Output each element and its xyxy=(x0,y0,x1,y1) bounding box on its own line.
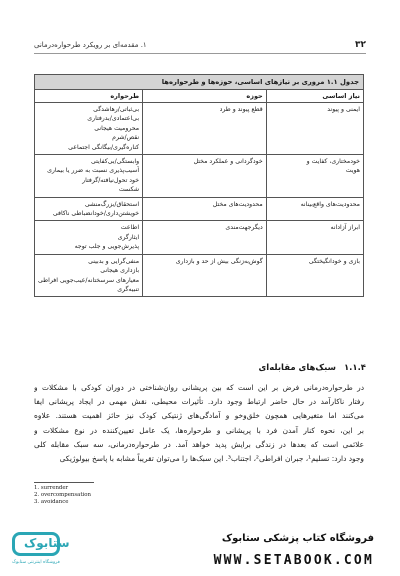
schema-table-wrapper xyxy=(34,74,364,297)
table-row xyxy=(35,155,364,198)
cell-domain-text: گوش‌به‌زنگی بیش از حد و بازداری xyxy=(175,257,263,265)
page-number: ۳۲ xyxy=(355,40,366,50)
schema-table xyxy=(34,74,364,297)
header-need: نیاز اساسی xyxy=(266,90,363,103)
cell-domain xyxy=(143,197,267,221)
cell-need xyxy=(266,254,363,297)
schema-name: منفی‌گرایی و بدبینی xyxy=(88,257,140,265)
cell-domain xyxy=(143,103,267,155)
schema-name: بی‌اعتمادی/بدرفتاری xyxy=(87,115,140,123)
cell-domain-text: خودگردانی و عملکرد مختل xyxy=(193,158,263,166)
cell-schemas xyxy=(35,197,143,221)
footnotes xyxy=(34,485,91,506)
body-line: علائمی است که بعدها در زندگی برایش پدید خواهد آمد. در طرحواره‌درمانی، سه سبک مقابله کلی xyxy=(34,439,364,449)
cell-need-text: هویت xyxy=(345,167,360,175)
body-line: در طرحواره‌درمانی فرض بر این است که بین پریشانی روان‌شناختی در دوران کودکی با مشکلات و xyxy=(34,383,364,392)
cell-domain xyxy=(143,221,267,254)
body-paragraph xyxy=(34,381,364,466)
cell-domain-text: قطع پیوند و طرد xyxy=(219,106,263,113)
cell-need-text: بازی و خودانگیختگی xyxy=(308,257,360,265)
store-url[interactable]: WWW.SETABOOK.COM xyxy=(213,553,374,568)
schema-name: تنبیه‌گری xyxy=(117,285,140,293)
schema-name: پذیرش‌جویی و جلب توجه xyxy=(74,243,140,251)
cell-schemas xyxy=(35,221,143,254)
table-row xyxy=(35,254,364,297)
cell-need-text: ایمنی و پیوند xyxy=(327,106,360,113)
header-rule xyxy=(34,53,366,54)
body-line: وجود دارد: تسلیم¹، جبران افراطی²، اجتناب³. این سبک‌ها را می‌توان تقریباً مشابه با پاسخ بیولوژیکی xyxy=(59,454,364,464)
schema-name: شکست xyxy=(118,186,140,194)
cell-domain-text: دیگرجهت‌مندی xyxy=(225,224,263,232)
cell-need xyxy=(266,197,363,221)
logo-word: ستابوک xyxy=(24,536,70,550)
running-head xyxy=(34,40,366,50)
schema-name: ایثارگری xyxy=(117,233,140,241)
setabook-logo xyxy=(12,532,78,565)
cell-schemas xyxy=(35,155,143,198)
footnote-item: 1. surrender xyxy=(34,485,69,491)
schema-name: خویشتن‌داری/خودانضباطی ناکافی xyxy=(52,210,140,218)
schema-name: آسیب‌پذیری نسبت به ضرر یا بیماری xyxy=(47,167,140,175)
body-line: رفتار ناکارآمد در حال حاضر ارتباط وجود دارد. تأثیرات محیطی، نقش مهمی در ایجاد پریشانی ایفا xyxy=(34,397,364,407)
cell-need xyxy=(266,155,363,198)
store-footer xyxy=(0,520,400,576)
cell-domain-text: محدودیت‌های مختل xyxy=(212,200,263,208)
schema-name: وابستگی/بی‌کفایتی xyxy=(91,158,140,166)
header-domain: حوزه xyxy=(143,90,267,103)
cell-schemas xyxy=(35,103,143,155)
schema-name: کناره‌گیری/بیگانگی اجتماعی xyxy=(68,143,140,151)
section-heading xyxy=(259,363,367,373)
footnote-item: 3. avoidance xyxy=(34,499,69,505)
schema-name: استحقاق/بزرگ‌منشی xyxy=(84,200,140,208)
cell-domain xyxy=(143,254,267,297)
schema-name: خود تحول‌نیافته/گرفتار xyxy=(82,176,140,184)
schema-name: نقص/شرم xyxy=(112,134,140,142)
schema-name: اطاعت xyxy=(120,224,140,232)
logo-subtitle: فروشگاه اینترنتی ستابوک xyxy=(12,560,60,565)
cell-domain xyxy=(143,155,267,198)
table-row xyxy=(35,197,364,221)
table-row xyxy=(35,103,364,155)
header-schema: طرحواره xyxy=(35,90,143,103)
table-row xyxy=(35,221,364,254)
body-line: بر این، نحوه کنار آمدن فرد با پریشانی و طرحواره‌ها، یک عامل تعیین‌کننده در نوع مشکلات و xyxy=(34,425,364,435)
table-caption: جدول ۱.۱ مروری بر نیازهای اساسی، حوزه‌ها و طرحواره‌ها xyxy=(35,75,364,90)
cell-need-text: محدودیت‌های واقع‌بینانه xyxy=(300,200,360,208)
body-line: می‌کنند اما متغیرهایی همچون خلق‌وخو و آمادگی‌های ژنتیکی کودک نیز حائز اهمیت هستند. علاوه xyxy=(34,411,364,421)
store-name: فروشگاه کتاب پزشکی ستابوک xyxy=(221,533,374,544)
section-number: ۱.۱.۴ xyxy=(343,363,366,373)
chapter-title: ۱. مقدمه‌ای بر رویکرد طرحواره‌درمانی xyxy=(34,41,147,49)
section-title: سبک‌های مقابله‌ای xyxy=(258,363,336,373)
cell-need xyxy=(266,103,363,155)
cell-schemas xyxy=(35,254,143,297)
schema-name: محرومیت هیجانی xyxy=(94,124,140,132)
schema-name: بی‌ثباتی/رهاشدگی xyxy=(93,106,140,113)
footnote-rule xyxy=(34,482,94,483)
cell-need-text: ابراز آزادانه xyxy=(330,224,360,232)
cell-need xyxy=(266,221,363,254)
schema-name: معیارهای سرسختانه/عیب‌جویی افراطی xyxy=(38,276,140,284)
schema-name: بازداری هیجانی xyxy=(100,267,140,275)
footnote-item: 2. overcompensation xyxy=(34,492,91,498)
cell-need-text: خودمختاری، کفایت و xyxy=(306,158,360,166)
